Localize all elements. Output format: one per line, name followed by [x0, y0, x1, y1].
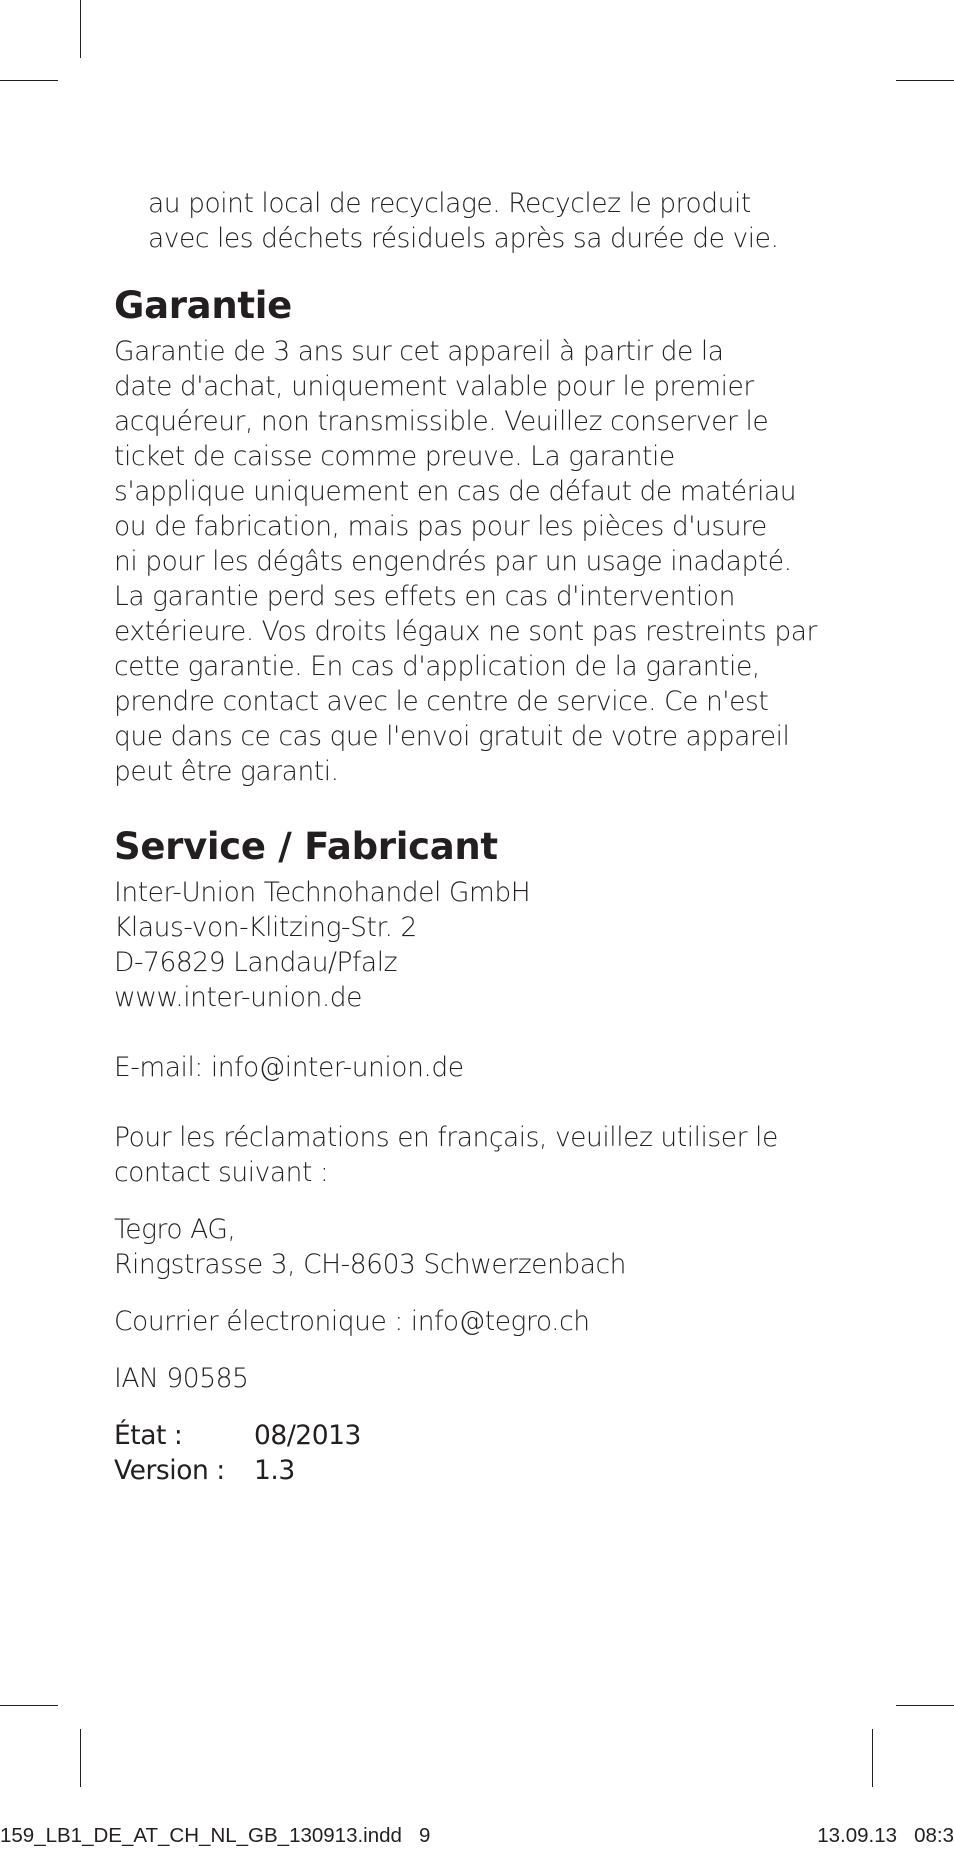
document-body: [114, 186, 854, 1488]
garantie-text: Garantie de 3 ans sur cet appareil à partir de la date d'achat, uniquement valable pour le premier acquéreur, non transmissible. Veuillez conserver le ticket de caisse comme preuve. La garantie s'applique uniquement en cas de défaut de matériau ou de fabrication, mais pas pour les pièces d'usure ni pour les dégâts engendrés par un usage inadapté. La garantie perd ses effets en cas d'intervention extérieure. Vos droits légaux ne sont pas restreints par cette garantie. En cas d'application de la garantie, prendre contact avec le centre de service. Ce n'est que dans ce cas que l'envoi gratuit de votre appareil peut être garanti.: [114, 336, 817, 787]
intro-text: au point local de recyclage. Recyclez le produit avec les déchets résiduels après sa durée de vie.: [148, 188, 779, 254]
footer-datetime: 13.09.13 08:3: [817, 1824, 954, 1847]
footer-file-info: 159_LB1_DE_AT_CH_NL_GB_130913.indd 9: [0, 1824, 431, 1847]
garantie-heading: Garantie: [114, 284, 292, 327]
version-value: 1.3: [254, 1455, 295, 1486]
tegro-email: Courrier électronique : info@tegro.ch: [114, 1306, 590, 1337]
version-label: Version :: [114, 1455, 225, 1486]
crop-mark-top-left-horizontal: [0, 80, 58, 81]
reclamations-text: Pour les réclamations en français, veuillez utiliser le contact suivant :: [114, 1122, 778, 1188]
manufacturer-address: Inter-Union Technohandel GmbH Klaus-von-Klitzing-Str. 2 D-76829 Landau/Pfalz www.inter-union.de: [114, 877, 531, 1013]
crop-mark-bottom-right-horizontal: [896, 1705, 954, 1706]
etat-value: 08/2013: [254, 1420, 361, 1451]
status-row-version: [114, 1453, 361, 1488]
etat-label: État :: [114, 1420, 183, 1451]
status-table: [114, 1418, 361, 1488]
crop-mark-bottom-right-vertical: [872, 1729, 873, 1787]
ian-number: IAN 90585: [114, 1363, 249, 1394]
tegro-contact: Tegro AG, Ringstrasse 3, CH-8603 Schwerzenbach: [114, 1214, 627, 1280]
crop-mark-top-right-horizontal: [896, 80, 954, 81]
manufacturer-email: E-mail: info@inter-union.de: [114, 1052, 464, 1083]
status-row-etat: [114, 1418, 361, 1453]
crop-mark-bottom-left-horizontal: [0, 1705, 58, 1706]
service-heading: Service / Fabricant: [114, 825, 498, 868]
crop-mark-bottom-left-vertical: [80, 1729, 81, 1787]
crop-mark-top-left-vertical: [80, 0, 81, 58]
